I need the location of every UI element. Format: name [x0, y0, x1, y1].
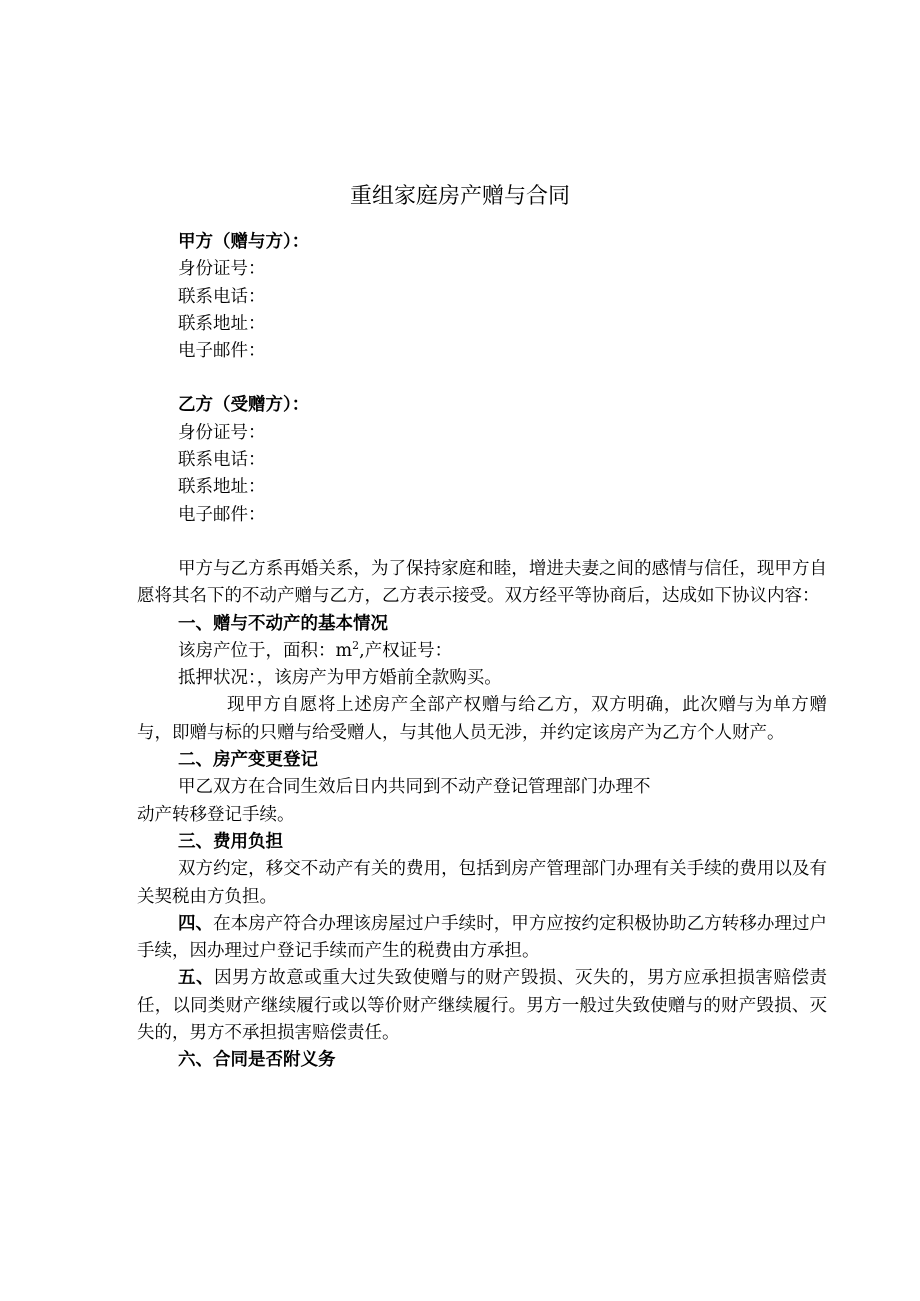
property-cert-text: ,产权证号：: [359, 640, 453, 661]
party-a-phone-field: 联系电话：: [178, 286, 266, 307]
intro-paragraph: 甲方与乙方系再婚关系，为了保持家庭和睦，增进夫妻之间的感情与信任，现甲方自愿将其名下的不动产赠与乙方，乙方表示接受。双方经平等协商后，达成如下协议内容：: [137, 558, 827, 607]
party-a-id-field: 身份证号：: [178, 259, 266, 280]
section-6-heading: 六、合同是否附义务: [178, 1050, 336, 1071]
spacer: [137, 365, 827, 392]
party-a-email-field: 电子邮件：: [178, 341, 266, 362]
property-location-text: 该房产位于，面积：m: [178, 640, 353, 661]
section-1-heading: 一、赠与不动产的基本情况: [178, 613, 388, 634]
party-a-heading: 甲方（赠与方）：: [178, 232, 310, 252]
document-title: 重组家庭房产赠与合同: [349, 184, 570, 209]
property-location-line: [137, 638, 827, 665]
section-2-heading: 二、房产变更登记: [178, 750, 318, 771]
party-a-address-field: 联系地址：: [178, 313, 266, 334]
section-2-line-1: 甲乙双方在合同生效后日内共同到不动产登记管理部门办理不: [178, 777, 651, 798]
mortgage-status-line: 抵押状况：，该房产为甲方婚前全款购买。: [178, 668, 502, 689]
section-4-number: 四、: [178, 913, 214, 934]
square-superscript: 2: [352, 639, 360, 653]
section-5-text: 因男方故意或重大过失致使赠与的财产毁损、灭失的，男方应承担损害赔偿责任，以同类财产继续履行或以等价财产继续履行。男方一般过失致使赠与的财产毁损、灭失的，男方不承担损害赔偿责任。: [137, 968, 828, 1044]
section-3-heading: 三、费用负担: [178, 831, 283, 852]
spacer: [137, 529, 827, 556]
party-b-email-field: 电子邮件：: [178, 504, 266, 525]
section-4-paragraph: [137, 911, 827, 966]
section-3-paragraph: 双方约定，移交不动产有关的费用，包括到房产管理部门办理有关手续的费用以及有关契税由方负担。: [137, 859, 827, 907]
section-4-text: 在本房产符合办理该房屋过户手续时，甲方应按约定积极协助乙方转移办理过户手续，因办理过户登记手续而产生的税费由方承担。: [137, 913, 828, 962]
party-b-id-field: 身份证号：: [178, 422, 266, 443]
document-body: [137, 229, 827, 1075]
party-b-heading: 乙方（受赠方）：: [178, 395, 310, 416]
section-5-paragraph: [137, 965, 827, 1047]
party-b-phone-field: 联系电话：: [178, 450, 266, 471]
section-5-number: 五、: [178, 968, 215, 989]
section-2-line-2: 动产转移登记手续。: [137, 804, 295, 825]
party-b-address-field: 联系地址：: [178, 477, 266, 498]
section-1-paragraph: 现甲方自愿将上述房产全部产权赠与给乙方，双方明确，此次赠与为单方赠与，即赠与标的只赠与给受赠人，与其他人员无涉，并约定该房产为乙方个人财产。: [137, 695, 827, 743]
